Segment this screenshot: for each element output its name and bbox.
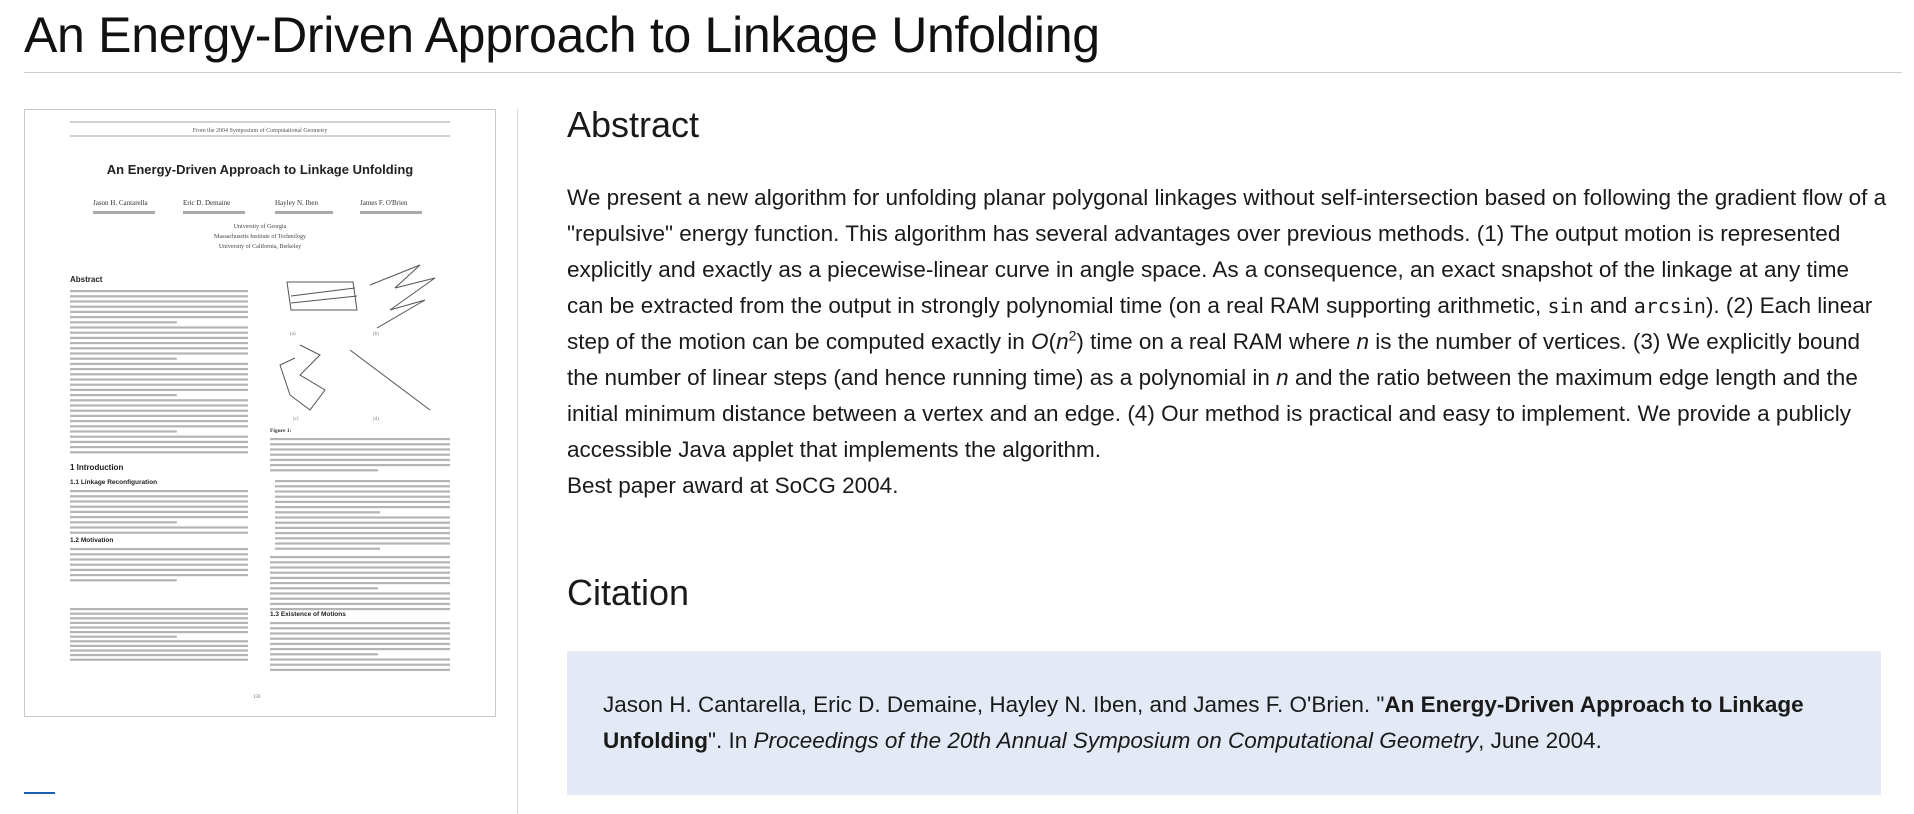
abstract-text: We present a new algorithm for unfolding planar polygonal linkages without self-intersection based on following the gradient flow of a "repulsive" energy function. This algorithm has several advantages over previous methods. (1) The output motion is represented explicitly and exactly as a piecewise-linear curve in angle space. As a consequence, an exact snapshot of the linkage at any time can be extracted from the output in strongly polynomial time (on a real RAM supporting arithmetic, sin and arcsin). (2) Each linear step of the motion can be computed exactly in $O(n^2)$ time on a real RAM where n is the number of vertices. (3) We explicitly bound the number of linear steps (and hence running time) as a polynomial in n and the ratio between the maximum edge length and the initial minimum distance between a vertex and an edge. (4) Our method is practical and easy to implement. We provide a publicly accessible Java applet that implements the algorithm. Best paper award at SoCG 2004. xyxy=(567,185,1887,498)
thumb-section-1-3: 1.3 Existence of Motions xyxy=(270,611,346,618)
thumb-text-line xyxy=(70,441,248,443)
thumb-text-line xyxy=(270,598,450,600)
thumb-header: From the 2004 Symposium of Computational Geometry xyxy=(192,128,328,134)
thumb-text-line xyxy=(270,454,450,456)
thumb-affiliation-3: University of California, Berkeley xyxy=(218,244,302,250)
thumb-text-line xyxy=(70,564,248,566)
thumb-text-line xyxy=(70,645,248,647)
thumb-text-line xyxy=(275,522,450,524)
thumb-text-line xyxy=(70,490,248,492)
thumb-text-line xyxy=(70,384,248,386)
thumb-text-line xyxy=(270,556,450,558)
thumb-text-line xyxy=(270,664,450,666)
thumb-text-line xyxy=(270,469,378,471)
abstract-part-4: is the number of vertices. (3) We explicitly bound the number of linear steps (and hence running time) as a polynomial in xyxy=(567,329,1861,390)
thumbnail-link[interactable] xyxy=(24,792,55,794)
thumb-text-line xyxy=(70,521,177,523)
thumb-text-line xyxy=(275,501,450,503)
thumb-text-line xyxy=(270,464,450,466)
thumb-text-line xyxy=(70,654,248,656)
thumb-text-line xyxy=(270,561,450,563)
thumb-title: An Energy-Driven Approach to Linkage Unfolding xyxy=(106,162,414,177)
thumb-text-line xyxy=(270,587,378,589)
thumb-text-line xyxy=(70,548,248,550)
exponent: 2 xyxy=(1068,327,1077,344)
thumb-text-line xyxy=(70,290,248,292)
thumb-text-line xyxy=(275,490,450,492)
title-divider xyxy=(24,72,1902,73)
abstract-part-3: ) time on a real RAM where xyxy=(1076,329,1351,354)
thumb-text-line xyxy=(70,342,248,344)
svg-text:(a): (a) xyxy=(290,332,296,337)
thumb-text-line xyxy=(70,579,177,581)
thumb-text-line xyxy=(70,316,248,318)
thumb-figure-caption: Figure 1: xyxy=(270,428,292,434)
thumb-text-line xyxy=(70,659,248,661)
thumb-text-line xyxy=(70,368,248,370)
thumb-text-line xyxy=(270,658,450,660)
thumb-text-line xyxy=(70,500,248,502)
thumb-text-line xyxy=(270,653,378,655)
thumb-text-line xyxy=(70,326,248,328)
thumb-text-line xyxy=(270,448,450,450)
thumb-text-line xyxy=(70,295,248,297)
thumb-text-line xyxy=(70,378,248,380)
thumb-text-line xyxy=(70,617,248,619)
var-n: n xyxy=(1276,365,1289,390)
thumb-affiliation-2: Massachusetts Institute of Technology xyxy=(214,234,306,240)
thumb-text-line xyxy=(270,669,450,671)
var-n: n xyxy=(1356,329,1370,354)
svg-text:(d): (d) xyxy=(373,417,379,422)
thumb-text-line xyxy=(270,592,450,594)
thumb-text-line xyxy=(70,569,248,571)
abstract-part-2: ). (2) Each linear step of the motion can be computed exactly in xyxy=(567,293,1873,354)
thumb-text-line xyxy=(70,631,248,633)
citation-authors: Jason H. Cantarella, Eric D. Demaine, Hayley N. Iben, and James F. O'Brien. " xyxy=(603,692,1385,717)
thumb-text-line xyxy=(70,553,248,555)
thumb-author-2: Eric D. Demaine xyxy=(183,199,231,207)
thumb-text-line xyxy=(270,603,450,605)
thumb-text-line xyxy=(70,337,248,339)
abstract-part-5: and the ratio between the maximum edge length and the initial minimum distance between a vertex and an edge. (4) Our method is practical and easy to implement. We provide a publicly accessible Java applet that implements the algorithm. xyxy=(567,365,1858,462)
abstract-heading: Abstract xyxy=(567,104,700,145)
citation-date: , June 2004. xyxy=(1478,728,1602,753)
thumb-text-line xyxy=(70,399,248,401)
thumb-text-line xyxy=(270,566,450,568)
thumb-author-1: Jason H. Cantarella xyxy=(93,199,148,207)
thumb-text-line xyxy=(270,459,450,461)
citation-box xyxy=(567,651,1881,795)
paper-first-page-preview xyxy=(25,110,496,717)
thumb-text-line xyxy=(70,636,177,638)
thumb-text-line xyxy=(70,306,248,308)
citation-title: An Energy-Driven Approach to Linkage Unfolding xyxy=(603,692,1804,753)
thumb-author-4: James F. O'Brien xyxy=(360,199,408,207)
var-n: n xyxy=(1056,329,1069,354)
citation-mid: ". In xyxy=(707,728,748,753)
thumb-text-line xyxy=(270,577,450,579)
award-note: Best paper award at SoCG 2004. xyxy=(567,473,899,498)
thumb-text-line xyxy=(70,495,248,497)
thumb-text-line xyxy=(70,321,177,323)
thumb-text-line xyxy=(270,627,450,629)
thumb-text-line xyxy=(70,389,248,391)
thumb-text-line xyxy=(275,527,450,529)
thumb-text-line xyxy=(270,632,450,634)
code-sin: sin xyxy=(1547,294,1584,318)
thumb-text-line xyxy=(70,404,248,406)
thumb-text-line xyxy=(275,485,450,487)
page-title: An Energy-Driven Approach to Linkage Unfolding xyxy=(24,7,1100,63)
thumb-text-line xyxy=(275,548,380,550)
thumb-text-line xyxy=(275,537,450,539)
thumb-text-line xyxy=(275,506,450,508)
thumb-text-line xyxy=(70,363,248,365)
thumb-abstract-label: Abstract xyxy=(70,275,103,284)
thumb-text-line xyxy=(70,613,248,615)
svg-text:(b): (b) xyxy=(373,332,379,337)
thumb-text-line xyxy=(70,347,248,349)
thumb-text-line xyxy=(275,516,450,518)
thumb-text-line xyxy=(70,436,248,438)
thumb-text-line xyxy=(70,622,248,624)
paper-thumbnail[interactable] xyxy=(24,109,496,717)
thumb-text-line xyxy=(70,640,248,642)
abstract-and: and xyxy=(1589,293,1628,318)
thumb-text-line xyxy=(275,496,450,498)
thumb-text-line xyxy=(70,649,248,651)
code-arcsin: arcsin xyxy=(1633,294,1706,318)
thumb-text-line xyxy=(70,532,248,534)
thumb-text-line xyxy=(70,415,248,417)
thumb-text-line xyxy=(70,608,248,610)
thumb-text-line xyxy=(270,582,450,584)
thumb-author-3: Hayley N. Iben xyxy=(275,199,318,207)
thumb-text-line xyxy=(70,574,248,576)
thumb-text-line xyxy=(70,332,248,334)
svg-text:(c): (c) xyxy=(293,417,299,422)
svg-text:156: 156 xyxy=(253,695,261,700)
thumb-text-line xyxy=(270,608,450,610)
thumb-text-line xyxy=(70,451,248,453)
thumb-text-line xyxy=(70,511,248,513)
thumb-text-line xyxy=(70,425,248,427)
thumb-text-line xyxy=(70,420,248,422)
thumb-text-line xyxy=(70,526,248,528)
column-divider xyxy=(517,109,518,814)
thumb-text-line xyxy=(70,394,177,396)
thumb-text-line xyxy=(70,352,248,354)
thumb-figure xyxy=(280,265,435,410)
thumb-text-line xyxy=(70,358,177,360)
thumb-text-line xyxy=(270,648,450,650)
thumb-text-line xyxy=(70,516,248,518)
thumb-text-line xyxy=(70,311,248,313)
thumb-section-1-2: 1.2 Motivation xyxy=(70,537,114,544)
thumb-text-line xyxy=(275,532,450,534)
thumb-text-line xyxy=(275,511,380,513)
thumb-text-line xyxy=(70,558,248,560)
thumb-text-line xyxy=(275,480,450,482)
thumb-text-line xyxy=(70,373,248,375)
citation-venue: Proceedings of the 20th Annual Symposium on Computational Geometry xyxy=(753,728,1479,753)
thumb-text-line xyxy=(70,430,177,432)
thumb-section-1: 1 Introduction xyxy=(70,463,124,472)
thumb-affiliation-1: University of Georgia xyxy=(233,224,287,230)
thumb-text-line xyxy=(270,438,450,440)
thumb-text-line xyxy=(270,443,450,445)
thumb-text-line xyxy=(70,446,248,448)
big-o: O xyxy=(1031,329,1049,354)
citation-heading: Citation xyxy=(567,572,690,613)
thumb-text-line xyxy=(70,300,248,302)
thumb-text-line xyxy=(270,643,450,645)
thumb-text-line xyxy=(70,506,248,508)
thumb-text-line xyxy=(70,410,248,412)
thumb-text-line xyxy=(70,626,248,628)
thumb-text-line xyxy=(270,622,450,624)
thumb-text-line xyxy=(275,542,450,544)
thumb-section-1-1: 1.1 Linkage Reconfiguration xyxy=(70,479,158,486)
thumb-text-line xyxy=(270,638,450,640)
thumb-text-line xyxy=(270,572,450,574)
abstract-part-1: We present a new algorithm for unfolding planar polygonal linkages without self-intersection based on following the gradient flow of a "repulsive" energy function. This algorithm has several advantages over previous methods. (1) The output motion is represented explicitly and exactly as a piecewise-linear curve in angle space. As a consequence, an exact snapshot of the linkage at any time can be extracted from the output in strongly polynomial time (on a real RAM supporting arithmetic, xyxy=(567,185,1887,318)
